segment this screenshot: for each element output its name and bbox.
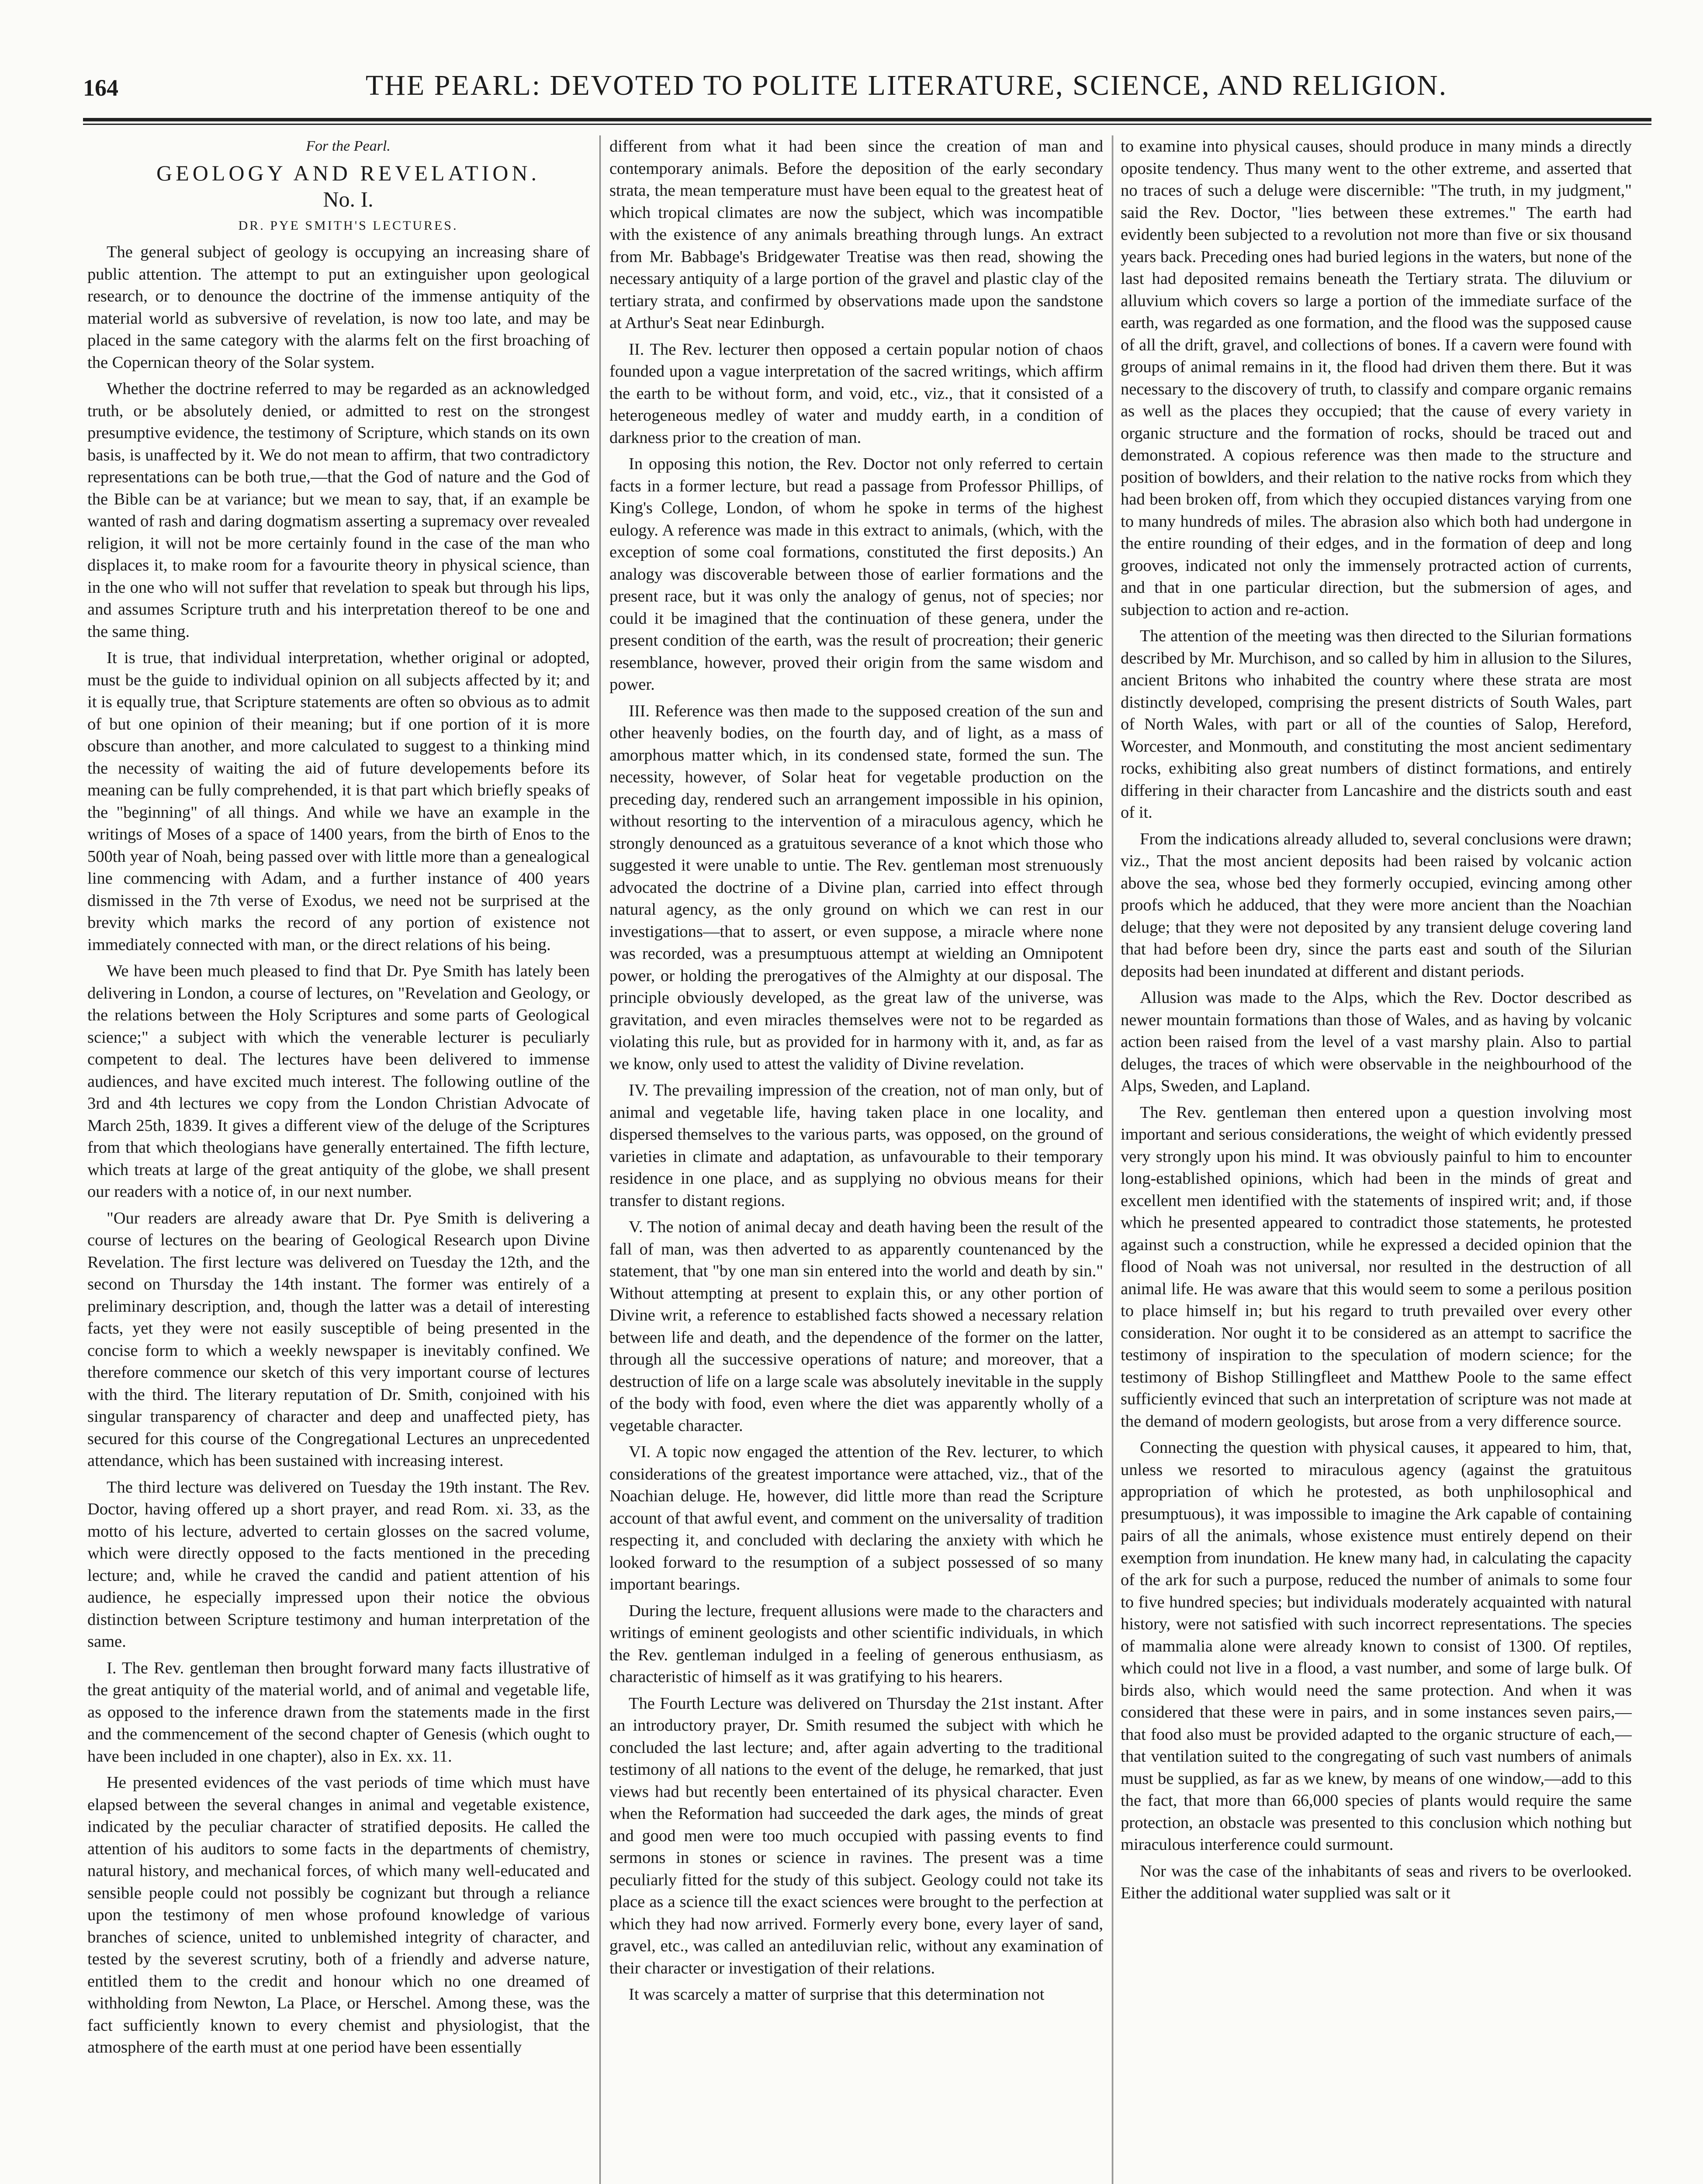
paragraph: IV. The prevailing impression of the creation, not of man only, but of animal and vegetable life, having taken place in one locality, and dispersed themselves to the various parts, was opposed, on the ground of varieties in climate and adaptation, as unfavourable to their temporary residence in one place, and as supplying no obvious means for their transfer to distant regions. (609, 1081, 1103, 1210)
paragraph: "Our readers are already aware that Dr. Pye Smith is delivering a course of lectures on the bearing of Geological Research upon Divine Revelation. The first lecture was delivered on Tuesday the 12th, and the second on Thursday the 14th instant. The former was entirely of a preliminary description, and, though the latter was a detail of interesting facts, yet they were not easily susceptible of being presented in the concise form to which a weekly newspaper is inevitably confined. We therefore commence our sketch of this very important course of lectures with the third. The literary reputation of Dr. Smith, conjoined with his singular transparency of character and deep and unaffected piety, has secured for this course of the Congregational Lectures an unprecedented attendance, which has been sustained with increasing interest. (87, 1209, 590, 1470)
paragraph: III. Reference was then made to the supposed creation of the sun and other heavenly bodies, on the fourth day, and of light, as a mass of amorphous matter which, in its condensed state, formed the sun. The necessity, however, of Solar heat for vegetable production on the preceding day, rendered such an arrangement impossible in his opinion, without resorting to the intervention of a miraculous agency, which he strongly denounced as a gratuitous severance of a knot which those who suggested it were unable to untie. The Rev. gentleman most strenuously advocated the doctrine of a Divine plan, carried into effect through natural agency, as the only ground on which we can rest in our investigations—that to assert, or even suppose, a miracle where none was recorded, was a presumptuous attempt at wielding an Omnipotent power, or holding the prerogatives of the Almighty at our disposal. The principle obviously developed, as the great law of the universe, was gravitation, and even miracles themselves were not to be regarded as violating this rule, but as provided for in harmony with it, and, as far as we know, only used to attest the validity of Divine revelation. (609, 702, 1103, 1073)
paragraph: V. The notion of animal decay and death having been the result of the fall of man, was then adverted to as apparently countenanced by the statement, that "by one man sin entered into the world and death by sin." Without attempting at present to explain this, or any other portion of Divine writ, a reference to established facts showed a necessary relation between life and death, and the dependence of the former on the latter, through all the successive operations of nature; and moreover, that a destruction of life on a large scale was absolutely inevitable in the supply of the body with food, even where the diet was apparently wholly of a vegetable character. (609, 1218, 1103, 1435)
article-title: GEOLOGY AND REVELATION. (156, 160, 540, 185)
paragraph: During the lecture, frequent allusions were made to the characters and writings of eminent geologists and other scientific individuals, in which the Rev. gentleman indulged in a feeling of generous enthusiasm, as characteristic of himself as it was gratifying to his hearers. (609, 1601, 1103, 1686)
paragraph: different from what it had been since the creation of man and contemporary animals. Before the deposition of the early secondary strata, the mean temperature must have been equal to the greatest heat of which tropical climates are now the subject, which was incompatible with the existence of any animals breathing through lungs. An extract from Mr. Babbage's Bridgewater Treatise was then read, showing the necessary antiquity of a large portion of the gravel and plastic clay of the tertiary strata, and confirmed by observations made upon the sandstone at Arthur's Seat near Edinburgh. (609, 137, 1103, 332)
column-divider (599, 135, 601, 2184)
column-divider (1112, 135, 1113, 2184)
page-number: 164 (83, 75, 118, 101)
paragraph: In opposing this notion, the Rev. Doctor not only referred to certain facts in a former lecture, but read a passage from Professor Phillips, of King's College, London, of whom he spoke in terms of the highest eulogy. A reference was made in this extract to animals, (which, with the exception of some coal formations, constituted the first deposits.) An analogy was discoverable between those of earlier formations and the present race, but it was only the analogy of genus, not of species; nor could it be imagined that the continuation of these genera, under the present condition of the earth, was the result of procreation; their generic resemblance, however, proved their origin from the same wisdom and power. (609, 455, 1103, 694)
paragraph: Nor was the case of the inhabitants of seas and rivers to be overlooked. Either the additional water supplied was salt or it (1121, 1862, 1632, 1902)
paragraph: VI. A topic now engaged the attention of the Rev. lecturer, to which considerations of the greatest importance were attached, viz., that of the Noachian deluge. He, however, did little more than read the Scripture account of that awful event, and comment on the universality of tradition respecting it, and concluded with declaring the anxiety with which he looked forward to the resumption of a subject possessed of so many important bearings. (609, 1443, 1103, 1593)
paragraph: to examine into physical causes, should produce in many minds a directly oposite tendency. Thus many went to the other extreme, and asserted that no traces of such a deluge were discernible: "The truth, in my judgment," said the Rev. Doctor, "lies between these extremes." The earth had evidently been subjected to a revolution not more than five or six thousand years back. Preceding ones had buried legions in the waters, but none of the last had deposited remains beneath the Tertiary strata. The diluvium or alluvium which covers so large a portion of the immediate surface of the earth, was regarded as one formation, and the flood was the supposed cause of all the drift, gravel, and collections of bones. If a cavern were found with groups of animal remains in it, the flood had driven them there. But it was necessary to the discovery of truth, to classify and compare organic remains as well as the places they occupied; that the cause of every variety in organic structure and the formation of rocks, should be traced out and demonstrated. A copious reference was then made to the structure and position of bowlders, and their relation to the native rocks from which they had been broken off, from which they occupied distances varying from one to many hundreds of miles. The abrasion also which both had undergone in the entire rounding of their edges, and in the formation of deep and long grooves, indicated not only the immensely protracted action of currents, and that in one particular direction, but the submersion of ages, and subjection to action and re-action. (1121, 137, 1632, 619)
for-line: For the Pearl. (306, 138, 391, 154)
paragraph: The attention of the meeting was then directed to the Silurian formations described by Mr. Murchison, and so called by him in allusion to the Silures, ancient Britons who inhabited the country where these strata are most distinctly developed, comprising the present districts of South Wales, part of North Wales, with part or all of the counties of Salop, Hereford, Worcester, and Monmouth, and constituting the most ancient sedimentary rocks, exhibiting also great numbers of distinct formations, and entirely differing in their character from Lancashire and the districts south and east of it. (1121, 627, 1632, 822)
article-number: No. I. (323, 187, 374, 211)
paragraph: The Rev. gentleman then entered upon a question involving most important and serious considerations, the weight of which evidently pressed very strongly upon his mind. It was obviously painful to him to encounter long-established opinions, which had been in the minds of great and excellent men identified with the statements of inspired writ; and, if those which he presented appeared to contradict those statements, he protested against such a construction, while he expressed a decided opinion that the flood of Noah was not universal, nor resulted in the destruction of all animal life. He was aware that this would seem to some a perilous position to place himself in; but his regard to truth prevailed over every other consideration. Nor ought it to be considered as an attempt to sacrifice the testimony of inspiration to the speculation of modern science; for the testimony of Bishop Stillingfleet and Matthew Poole to the same effect sufficiently evinced that such an interpretation of scripture was not made at the demand of modern geologists, but arose from a very difference source. (1121, 1103, 1632, 1431)
article-subtitle: DR. PYE SMITH'S LECTURES. (238, 218, 458, 233)
paragraph: I. The Rev. gentleman then brought forward many facts illustrative of the great antiquity of the material world, and of animal and vegetable life, as opposed to the inference drawn from the statements made in the first and the commencement of the second chapter of Genesis (which ought to have been included in one chapter), also in Ex. xx. 11. (87, 1659, 590, 1766)
header-rule (83, 118, 1651, 125)
paragraph: The Fourth Lecture was delivered on Thursday the 21st instant. After an introductory prayer, Dr. Smith resumed the subject with which he concluded the last lecture; and, after again adverting to the traditional testimony of all nations to the event of the deluge, he remarked, that just views had but recently been entertained of its physical character. Even when the Reformation had succeeded the dark ages, the minds of great and good men were too much occupied with passing events to find sermons in stones or science in ravines. The present was a time peculiarly fitted for the study of this subject. Geology could not take its place as a science till the exact sciences were brought to the perfection at which they had now arrived. Formerly every bone, every layer of sand, gravel, etc., was called an antediluvian relic, without any examination of their character or investigation of their relations. (609, 1694, 1103, 1977)
column-2 (609, 135, 1103, 2184)
paragraph: Connecting the question with physical causes, it appeared to him, that, unless we resorted to miraculous agency (against the gratuitous appropriation of which he protested, as both unphilosophical and presumptuous), it was impossible to imagine the Ark capable of containing pairs of all the animals, whose existence must entirely depend on their exemption from inundation. He knew many had, in calculating the capacity of the ark for such a purpose, reduced the number of animals to some four to five hundred species; but individuals moderately acquainted with natural history, were not satisfied with such incorrect representations. The species of mammalia alone were already known to consist of 1300. Of reptiles, which could not live in a flood, a vast number, and some of large bulk. Of birds also, which would need the same protection. And when it was considered that these were in pairs, and in some instances seven pairs,—that food also must be provided adapted to the organic structure of each,—that ventilation suited to the congregating of such vast numbers of animals must be supplied, as far as we knew, by means of one window,—add to this the fact, that more than 66,000 species of plants would require the same protection, an obstacle was presented to this conclusion which nothing but miraculous interference could surmount. (1121, 1438, 1632, 1854)
paragraph: The general subject of geology is occupying an increasing share of public attention. The attempt to put an extinguisher upon geological research, or to denounce the doctrine of the immense antiquity of the material world as subversive of revelation, is now too late, and may be placed in the same category with the alarms felt on the first broaching of the Copernican theory of the Solar system. (87, 243, 590, 372)
paragraph: He presented evidences of the vast periods of time which must have elapsed between the several changes in animal and vegetable existence, indicated by the peculiar character of stratified deposits. He called the attention of his auditors to some facts in the departments of chemistry, natural history, and mechanical forces, of which many well-educated and sensible people could not possibly be cognizant but through a reliance upon the testimony of men whose profound knowledge of various branches of science, united to unblemished integrity of character, and tested by the severest scrutiny, both of a friendly and adverse nature, entitled them to the credit and honour which no one dreamed of withholding from Newton, La Place, or Herschel. Among these, was the fact sufficiently known to every chemist and physiologist, that the atmosphere of the earth must at one period have been essentially (87, 1773, 590, 2056)
paragraph: II. The Rev. lecturer then opposed a certain popular notion of chaos founded upon a vague interpretation of the sacred writings, which affirm the earth to be without form, and void, etc., viz., that it consisted of a heterogeneous medley of water and muddy earth, in a condition of darkness prior to the creation of man. (609, 340, 1103, 447)
running-title: THE PEARL: DEVOTED TO POLITE LITERATURE, SCIENCE, AND RELIGION. (365, 69, 1448, 101)
paragraph: The third lecture was delivered on Tuesday the 19th instant. The Rev. Doctor, having offered up a short prayer, and read Rom. xi. 33, as the motto of his lecture, adverted to certain glosses on the sacred volume, which were directly opposed to the facts mentioned in the preceding lecture; and, while he craved the candid and patient attention of his audience, he especially impressed upon their notice the obvious distinction between Scripture testimony and human interpretation of the same. (87, 1478, 590, 1651)
column-1 (87, 135, 590, 2184)
paragraph: Allusion was made to the Alps, which the Rev. Doctor described as newer mountain formations than those of Wales, and as having by volcanic action been raised from the level of a vast marshy plain. Also to partial deluges, the traces of which were observable in the neighbourhood of the Alps, Sweden, and Lapland. (1121, 988, 1632, 1095)
paragraph: We have been much pleased to find that Dr. Pye Smith has lately been delivering in London, a course of lectures, on "Revelation and Geology, or the relations between the Holy Scriptures and some parts of Geological science;" a subject with which the venerable lecturer is peculiarly competent to deal. The lectures have been delivered to immense audiences, and have excited much interest. The following outline of the 3rd and 4th lectures we copy from the London Christian Advocate of March 25th, 1839. It gives a different view of the deluge of the Scriptures from that which theologians have generally entertained. The fifth lecture, which treats at large of the great antiquity of the globe, we shall present our readers with a notice of, in our next number. (87, 962, 590, 1201)
paragraph: From the indications already alluded to, several conclusions were drawn; viz., That the most ancient deposits had been raised by volcanic action above the sea, whose bed they formerly occupied, evincing among other proofs which he adduced, that they were more ancient than the Noachian deluge; that they were not deposited by any transient deluge covering land that had before been dry, since the parts east and south of the Silurian deposits had been inundated at different and distant periods. (1121, 829, 1632, 981)
page-header (83, 66, 1651, 114)
paragraph: It was scarcely a matter of surprise that this determination not (629, 1985, 1045, 2004)
paragraph: It is true, that individual interpretation, whether original or adopted, must be the guide to individual opinion on all subjects affected by it; and it is equally true, that Scripture statements are often so obvious as to admit of but one opinion of their meaning; but if one portion of it is more obscure than another, and more calculated to suggest to a thinking mind the necessity of waiting the aid of future developements before its meaning can be fully comprehended, it is that part which briefly speaks of the "beginning" of all things. And while we have an example in the writings of Moses of a space of 1400 years, from the birth of Enos to the 500th year of Noah, being passed over with little more than a genealogical line commencing with Adam, and a further instance of 400 years dismissed in the 7th verse of Exodus, we need not be surprised at the brevity which marks the record of any portion of existence not immediately connected with man, or the direct relations of his being. (87, 649, 590, 954)
paragraph: Whether the doctrine referred to may be regarded as an acknowledged truth, or be absolutely denied, or admitted to rest on the strongest presumptive evidence, the testimony of Scripture, which stands on its own basis, is unaffected by it. We do not mean to affirm, that two contradictory representations can be both true,—that the God of nature and the God of the Bible can be at variance; but we mean to say, that, if an example be wanted of rash and daring dogmatism asserting a supremacy over revealed religion, it will not be more certainly found in the case of the man who displaces it, to make room for a favourite theory in physical science, than in the one who will not suffer that revelation to speak but through his lips, and assumes Scripture truth and his interpretation thereof to be one and the same thing. (87, 380, 590, 641)
column-3 (1121, 135, 1632, 2184)
